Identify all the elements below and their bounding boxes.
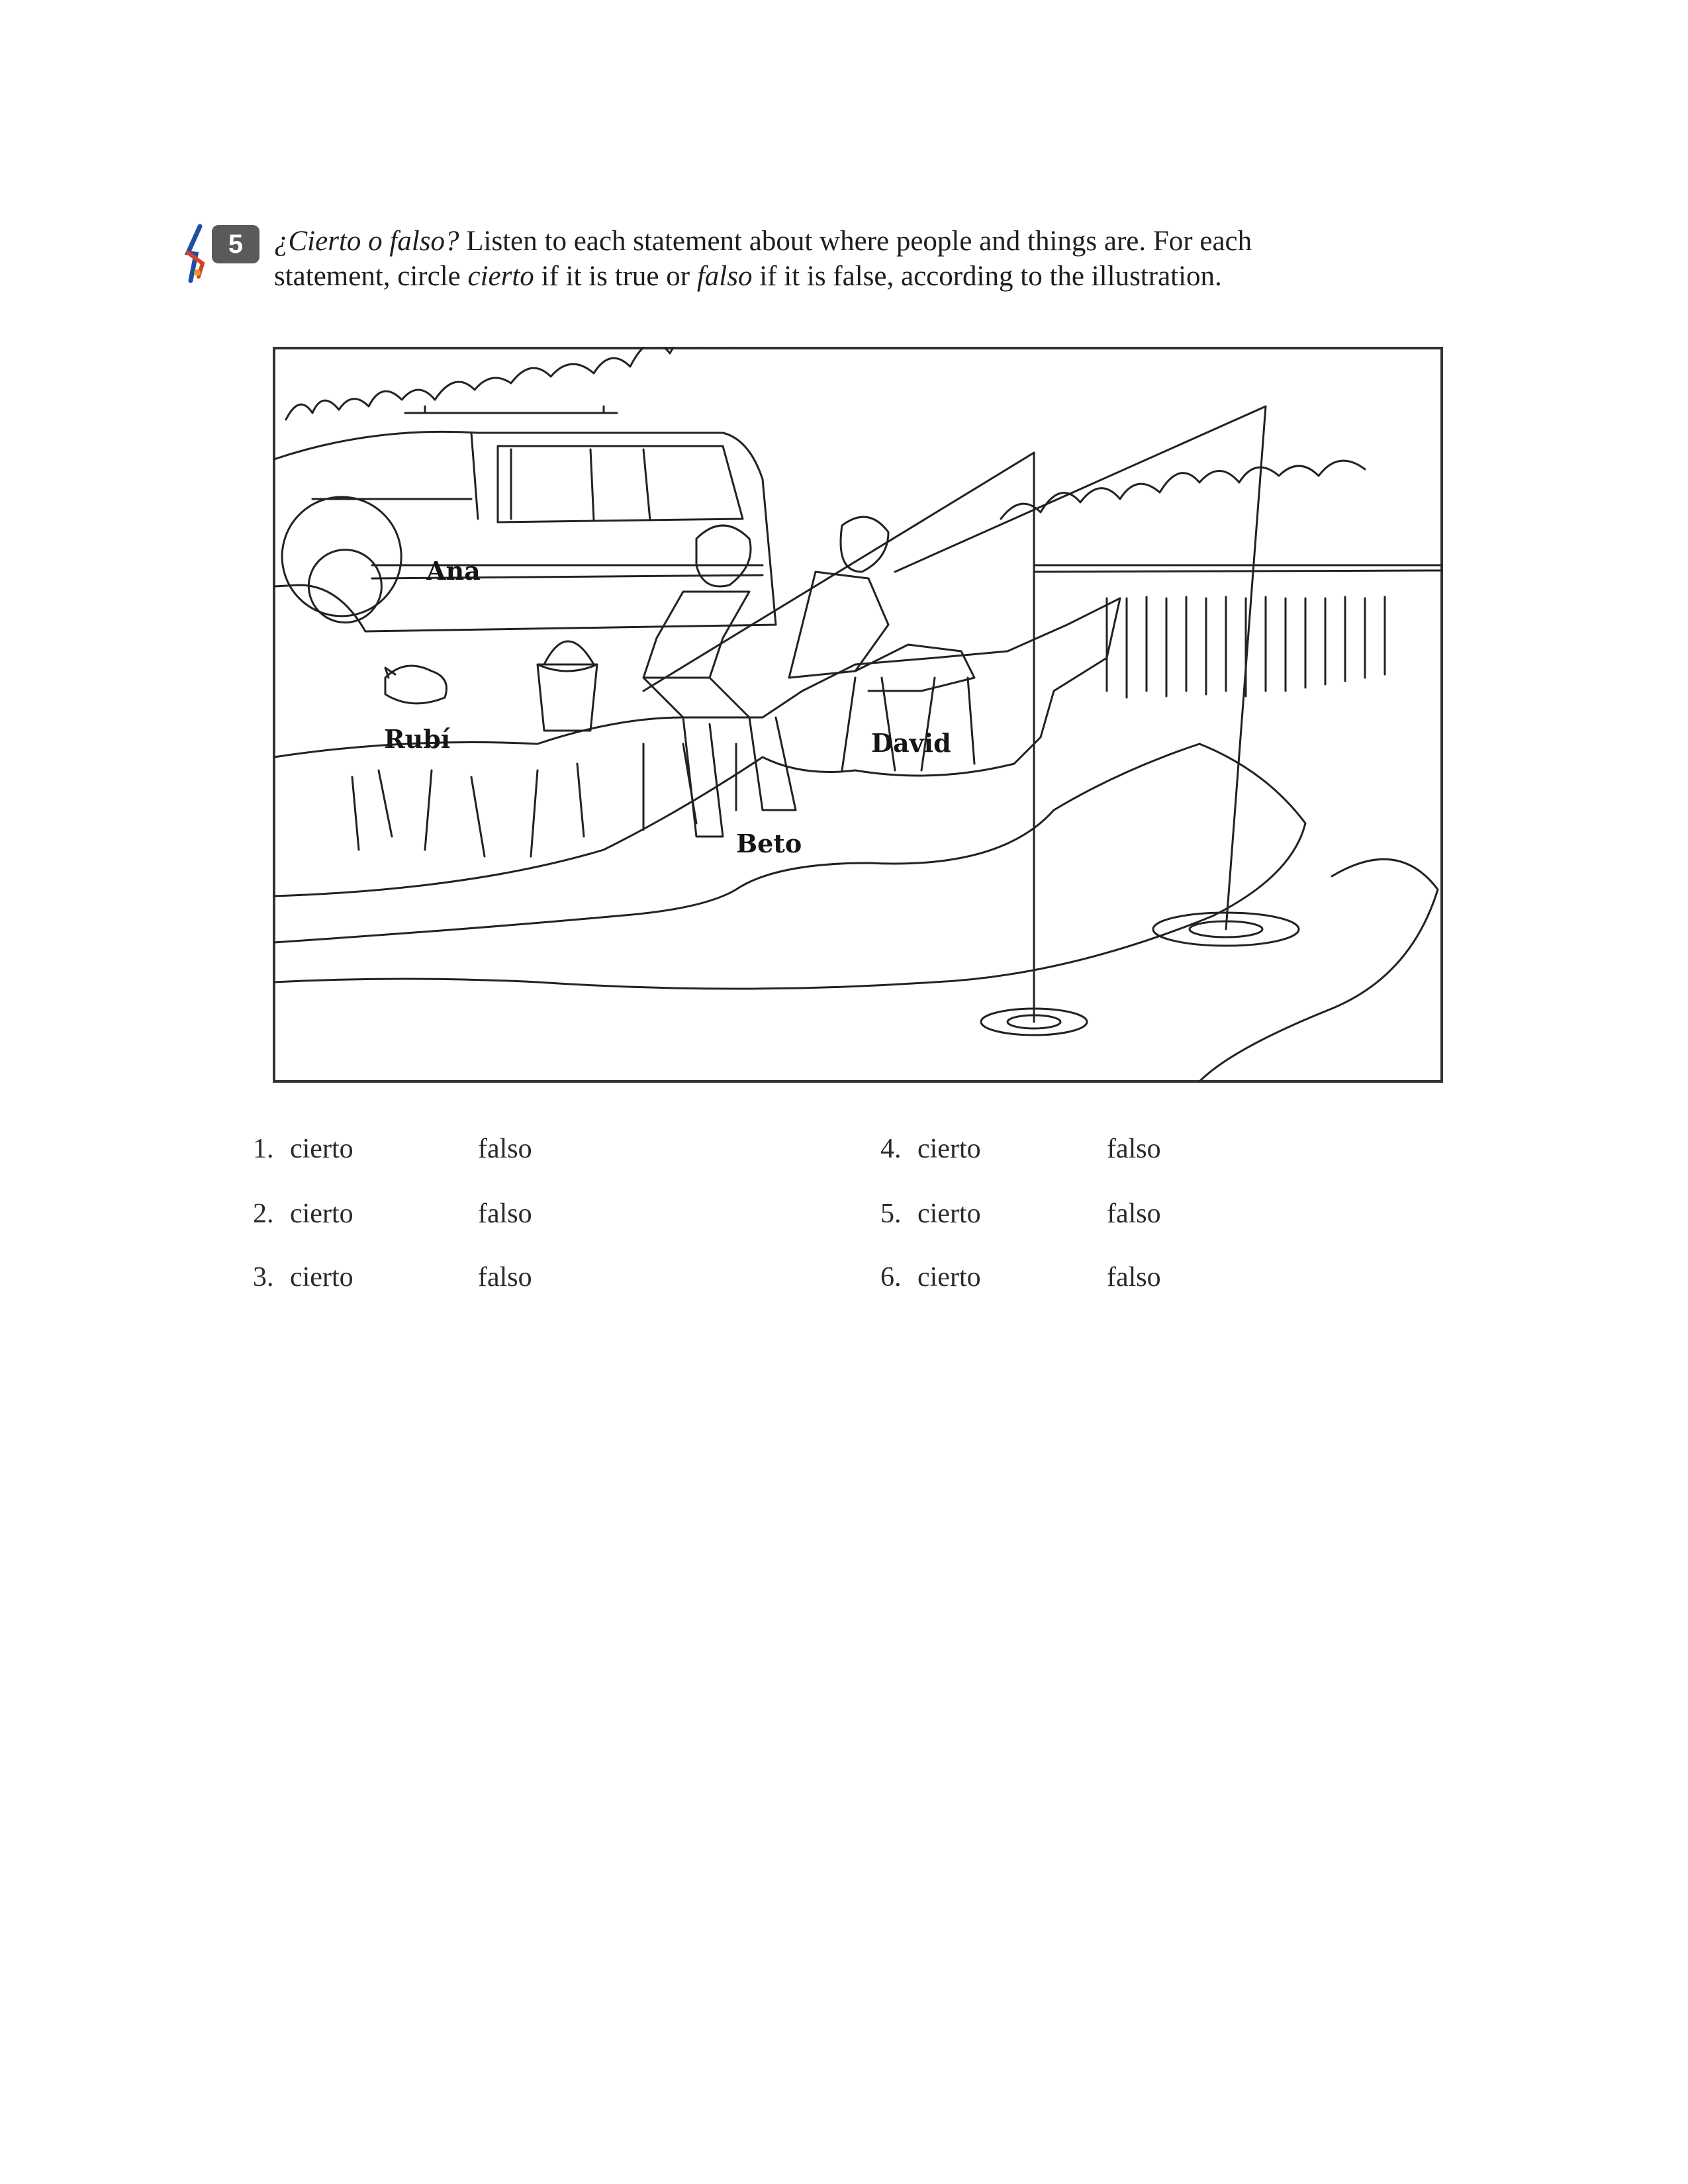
- cierto-option[interactable]: cierto: [917, 1134, 981, 1164]
- falso-option[interactable]: falso: [478, 1134, 532, 1164]
- item-4: [880, 1133, 981, 1165]
- item-number: 4.: [880, 1134, 902, 1164]
- activity-number-badge: 5: [212, 225, 259, 263]
- instruction-text: if it is true or: [534, 261, 697, 292]
- item-number: 6.: [880, 1262, 902, 1293]
- item-5: [880, 1198, 981, 1230]
- instruction-line-1: [274, 226, 1252, 257]
- cierto-option[interactable]: cierto: [290, 1199, 353, 1229]
- cierto-option[interactable]: cierto: [917, 1262, 981, 1293]
- cierto-option[interactable]: cierto: [290, 1134, 353, 1164]
- item-number: 3.: [253, 1262, 274, 1293]
- label-ana: Ana: [426, 556, 481, 586]
- fishing-scene-illustration: [273, 347, 1443, 1083]
- item-1: [253, 1133, 353, 1165]
- activity-instructions: [274, 224, 1333, 294]
- item-number: 2.: [253, 1199, 274, 1229]
- instruction-line-2: [274, 261, 1222, 292]
- falso-option[interactable]: falso: [478, 1199, 532, 1229]
- label-beto: Beto: [736, 829, 802, 858]
- cierto-word: cierto: [467, 261, 534, 292]
- label-rubi: Rubí: [384, 724, 451, 754]
- instruction-text: statement, circle: [274, 261, 468, 292]
- item-number: 1.: [253, 1134, 274, 1164]
- falso-option[interactable]: falso: [1107, 1199, 1161, 1229]
- falso-option[interactable]: falso: [1107, 1134, 1161, 1164]
- item-3: [253, 1261, 353, 1293]
- falso-option[interactable]: falso: [478, 1262, 532, 1293]
- falso-option[interactable]: falso: [1107, 1262, 1161, 1293]
- falso-word: falso: [696, 261, 753, 292]
- instruction-text: Listen to each statement about where people and things are. For each: [459, 226, 1252, 257]
- audio-icon: [184, 224, 208, 283]
- item-6: [880, 1261, 981, 1293]
- item-number: 5.: [880, 1199, 902, 1229]
- cierto-option[interactable]: cierto: [917, 1199, 981, 1229]
- cierto-option[interactable]: cierto: [290, 1262, 353, 1293]
- instruction-text: if it is false, according to the illustration.: [752, 261, 1222, 292]
- item-2: [253, 1198, 353, 1230]
- activity-title: ¿Cierto o falso?: [274, 226, 459, 257]
- label-david: David: [871, 728, 951, 758]
